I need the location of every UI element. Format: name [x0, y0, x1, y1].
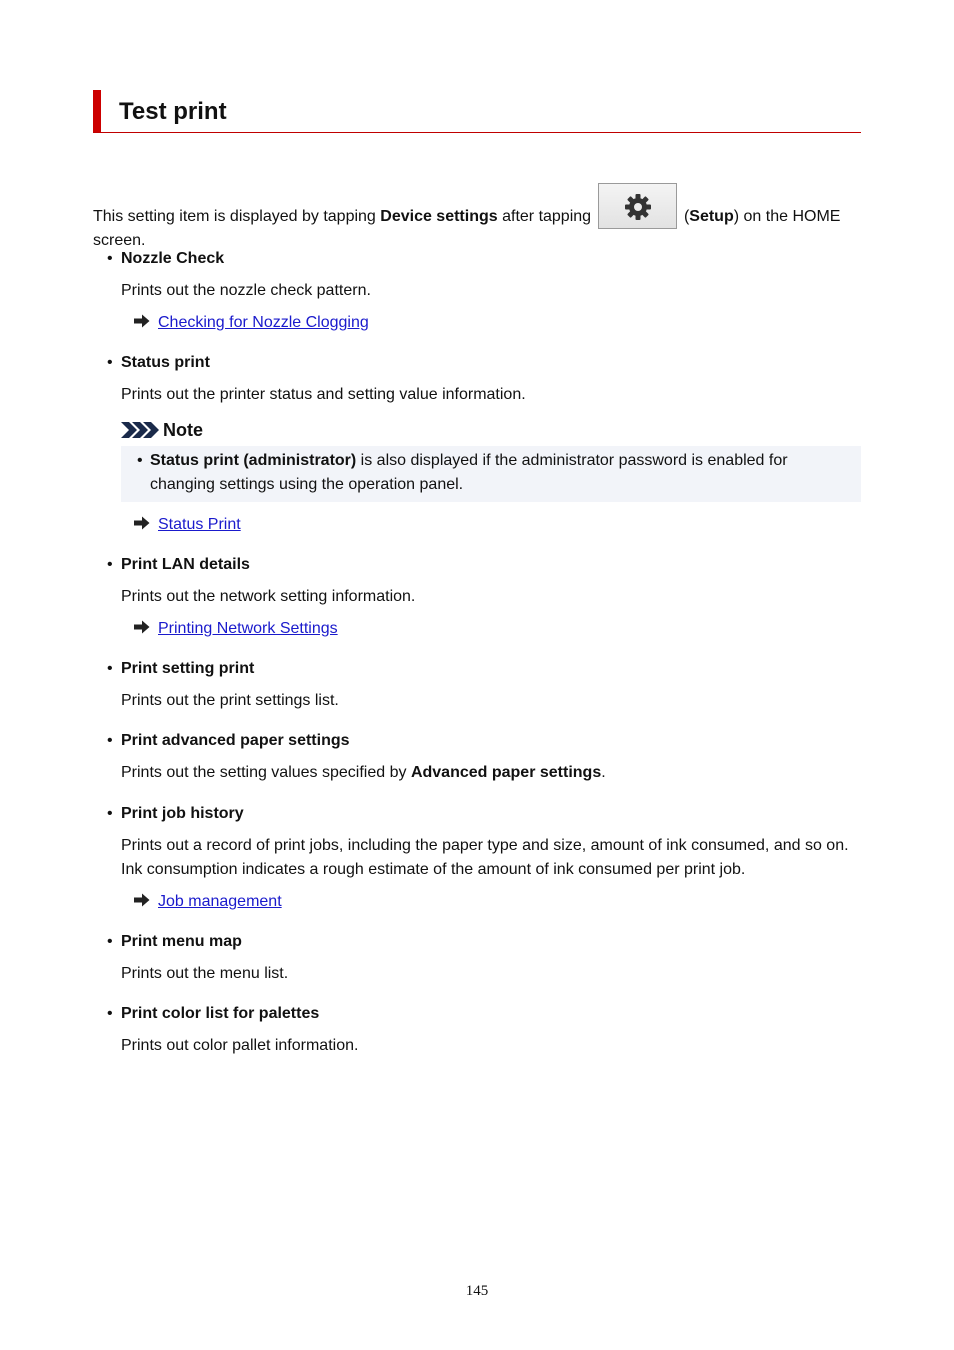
item-description — [121, 761, 861, 785]
intro-paragraph — [93, 183, 861, 253]
gear-icon — [623, 193, 653, 221]
list-item — [107, 249, 867, 269]
bullet: • — [107, 933, 113, 950]
link-job-management[interactable]: Job management — [158, 893, 282, 910]
item-title: Nozzle Check — [121, 250, 225, 267]
description-text: . — [601, 764, 606, 781]
description-text: Prints out the setting values specified by — [121, 764, 411, 781]
note-label: Note — [163, 420, 203, 440]
bullet: • — [107, 805, 113, 822]
bullet: • — [137, 452, 143, 469]
list-item — [107, 353, 867, 373]
intro-text: This setting item is displayed by tapping — [93, 208, 381, 225]
right-arrow-icon — [134, 314, 150, 328]
bullet: • — [107, 250, 113, 267]
advanced-paper-settings-term: Advanced paper settings — [410, 764, 602, 781]
item-title: Print LAN details — [121, 556, 250, 573]
note-chevrons-icon — [121, 422, 159, 438]
heading-accent-bar — [93, 90, 101, 132]
item-title: Print menu map — [121, 933, 242, 950]
note-text — [150, 449, 840, 497]
item-title: Print advanced paper settings — [121, 732, 350, 749]
right-arrow-icon — [134, 516, 150, 530]
bullet: • — [107, 1005, 113, 1022]
page-heading — [93, 90, 861, 133]
link-row — [134, 619, 338, 639]
item-description: Prints out the nozzle check pattern. — [121, 282, 371, 299]
page-title: Test print — [119, 98, 227, 125]
bullet: • — [107, 354, 113, 371]
item-title: Print color list for palettes — [121, 1005, 320, 1022]
bullet: • — [107, 660, 113, 677]
bullet: • — [107, 556, 113, 573]
link-row — [134, 892, 282, 912]
note-bold-term: Status print (administrator) — [150, 452, 357, 469]
link-checking-nozzle-clogging[interactable]: Checking for Nozzle Clogging — [158, 314, 369, 331]
list-item — [107, 659, 867, 679]
intro-text: after tapping — [497, 208, 596, 225]
device-settings-term: Device settings — [380, 208, 498, 225]
right-arrow-icon — [134, 893, 150, 907]
note-box — [121, 446, 861, 502]
item-title: Status print — [121, 354, 210, 371]
link-row — [134, 313, 369, 333]
bullet: • — [107, 732, 113, 749]
setup-term: Setup — [689, 208, 734, 225]
link-printing-network-settings[interactable]: Printing Network Settings — [158, 620, 338, 637]
item-title: Print setting print — [121, 660, 255, 677]
note-body: is also displayed if the administrator password is enabled for changing settings using the operation panel. — [150, 452, 788, 493]
link-status-print[interactable]: Status Print — [158, 516, 241, 533]
description-line: Ink consumption indicates a rough estimate of the amount of ink consumed per print job. — [121, 861, 746, 878]
item-description: Prints out the print settings list. — [121, 692, 339, 709]
link-row — [134, 515, 241, 535]
item-description — [121, 834, 861, 882]
list-item — [107, 555, 867, 575]
setup-button-image — [598, 183, 677, 229]
page-number: 145 — [465, 1283, 489, 1299]
item-description: Prints out color pallet information. — [121, 1037, 359, 1054]
description-line: Prints out a record of print jobs, including the paper type and size, amount of ink consumed, and so on. — [121, 837, 849, 854]
list-item — [107, 731, 867, 751]
list-item — [107, 804, 867, 824]
intro-text: ) on the HOME screen. — [93, 208, 841, 249]
item-description: Prints out the menu list. — [121, 965, 289, 982]
list-item — [107, 932, 867, 952]
item-description: Prints out the network setting information. — [121, 588, 416, 605]
note-heading — [121, 420, 203, 440]
right-arrow-icon — [134, 620, 150, 634]
intro-text: ( — [679, 208, 690, 225]
item-description: Prints out the printer status and setting value information. — [121, 386, 526, 403]
item-title: Print job history — [121, 805, 244, 822]
list-item — [107, 1004, 867, 1024]
